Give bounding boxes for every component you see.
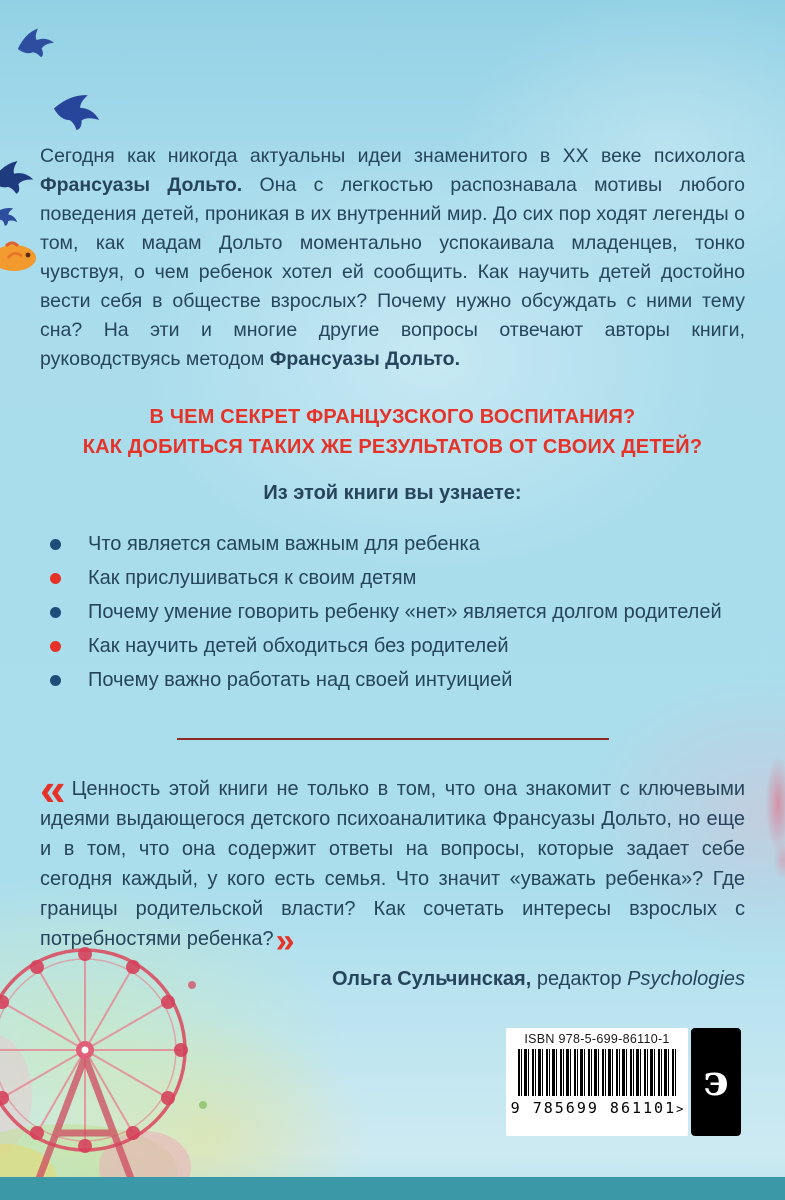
quote-text: Ценность этой книги не только в том, что она знакомит с ключевыми идеями выдающегося детского психоаналитика Франсуазы Дольто, но еще и в том, что она содержит ответы на вопросы, которые задает себе сегодня каждый, у кого есть семья. Что значит «уважать ребенка»? Где границы родительской власти? Как сочетать интересы взрослых с потребностями ребенка? — [40, 778, 745, 950]
author-name-bold: Франсуазы Дольто. — [40, 174, 243, 196]
quote-attribution — [40, 968, 745, 991]
open-quote-mark: « — [40, 763, 66, 815]
red-heading — [40, 402, 745, 462]
list-item: Почему умение говорить ребенку «нет» является долгом родителей — [40, 597, 745, 628]
book-takeaways-list — [40, 529, 745, 696]
magazine-name: Psychologies — [627, 968, 745, 990]
author-name-bold: Франсуазы Дольто. — [269, 348, 461, 370]
footer-strip — [0, 1177, 785, 1200]
intro-text: Она с легкостью распознавала мотивы любого поведения детей, проникая в их внутренний мир. До сих пор ходят легенды о том, как мадам Дольто моментально успокаивала младенцев, тонко чувствуя, о чем ребенок хотел ей сообщить. Как научить детей достойно вести себя в обществе взрослых? Почему нужно обсуждать с ними тему сна? На эти и многие другие вопросы отвечают авторы книги, руководствуясь методом — [40, 174, 746, 370]
list-item: Что является самым важным для ребенка — [40, 529, 745, 560]
barcode — [518, 1049, 676, 1096]
watercolor-smudge — [773, 840, 785, 880]
watercolor-smudge — [765, 756, 785, 852]
intro-text: Сегодня как никогда актуальны идеи знаменитого в XX веке психолога — [40, 145, 745, 167]
isbn-panel — [506, 1028, 741, 1136]
goldfish-icon — [0, 238, 42, 283]
red-heading-line1: В ЧЕМ СЕКРЕТ ФРАНЦУЗСКОГО ВОСПИТАНИЯ? — [149, 406, 636, 428]
eksmo-logo-icon: э — [703, 1055, 729, 1105]
list-heading: Из этой книги вы узнаете: — [263, 482, 522, 504]
swallow-icon — [0, 158, 38, 197]
quote-author-name: Ольга Сульчинская, — [331, 968, 532, 990]
quote-author-role: редактор — [531, 968, 628, 990]
close-quote-mark: » — [275, 922, 295, 960]
pull-quote — [40, 763, 745, 960]
barcode-number: 9 785699 861101 — [510, 1099, 677, 1117]
list-item: Почему важно работать над своей интуицией — [40, 665, 745, 696]
isbn-label: ISBN 978-5-699-86110-1 — [524, 1032, 670, 1046]
intro-paragraph — [40, 142, 745, 374]
barcode-box — [506, 1028, 688, 1136]
red-heading-line2: КАК ДОБИТЬСЯ ТАКИХ ЖЕ РЕЗУЛЬТАТОВ ОТ СВОИХ ДЕТЕЙ? — [82, 436, 703, 458]
cover-text-content — [40, 0, 745, 991]
barcode-arrow: > — [676, 1102, 684, 1116]
list-item: Как научить детей обходиться без родителей — [40, 631, 745, 662]
section-divider — [177, 738, 609, 740]
barcode-digits — [511, 1099, 684, 1117]
swallow-icon — [0, 202, 22, 229]
list-item: Как прислушиваться к своим детям — [40, 563, 745, 594]
publisher-logo-box — [691, 1028, 741, 1136]
